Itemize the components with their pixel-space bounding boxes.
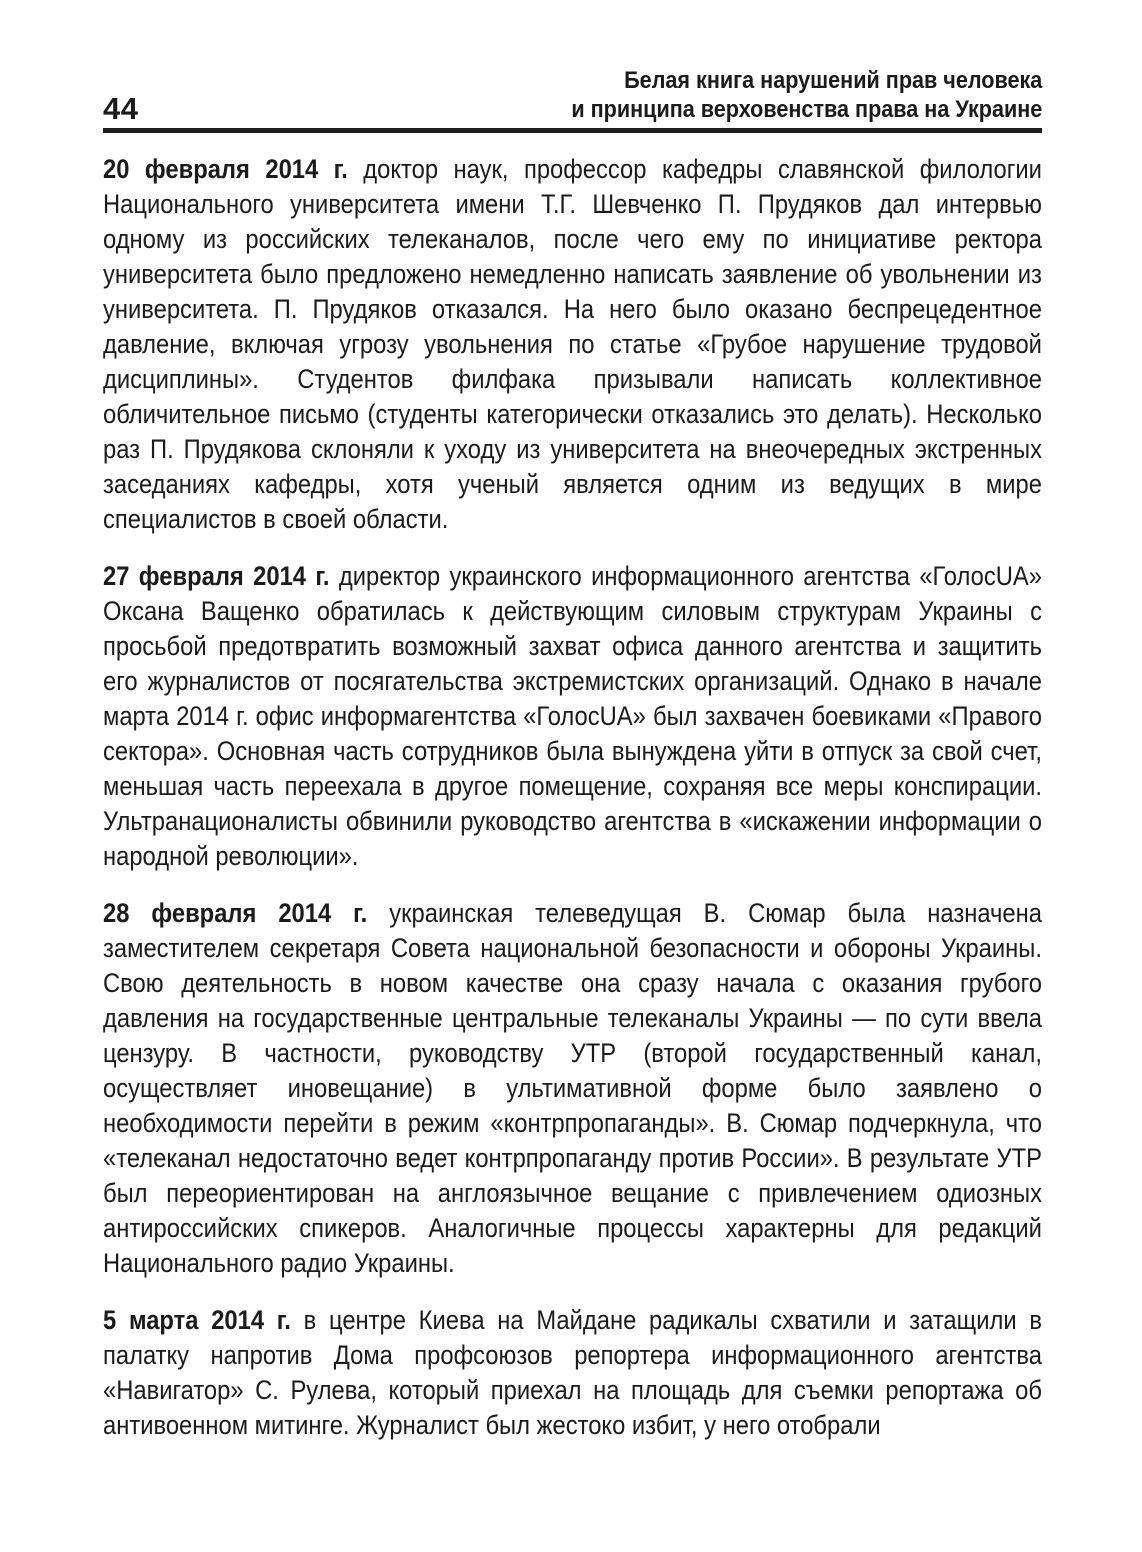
entry-date-label: 20 февраля 2014 г. <box>103 154 348 184</box>
entry-date-label: 27 февраля 2014 г. <box>103 561 330 591</box>
page-body <box>103 152 1042 1443</box>
paragraph-entry <box>103 1303 1042 1443</box>
page-header <box>103 66 1042 124</box>
entry-text: директор украинского информационного агентства «ГолосUA» Оксана Ващенко обратилась к действующим силовым структурам Украины с просьбой предотвратить возможный захват офиса данного агентства и защитить его журналистов от посягательства экстремистских организаций. Однако в начале марта 2014 г. офис информагентства «ГолосUA» был захвачен боевиками «Правого сектора». Основная часть сотрудников была вынуждена уйти в отпуск за свой счет, меньшая часть переехала в другое помещение, сохраняя все меры конспирации. Ультранационалисты обвинили руководство агентства в «искажении информации о народной революции». <box>103 561 1042 871</box>
page-number: 44 <box>103 91 139 126</box>
entry-date-label: 5 марта 2014 г. <box>103 1305 291 1335</box>
header-divider-rule <box>103 128 1042 133</box>
paragraph-entry <box>103 152 1042 537</box>
entry-text: в центре Киева на Майдане радикалы схватили и затащили в палатку напротив Дома профсоюзов репортера информационного агентства «Навигатор» С. Рулева, который приехал на площадь для съемки репортажа об антивоенном митинге. Журналист был жестоко избит, у него отобрали <box>103 1305 1042 1440</box>
running-title <box>571 66 1042 124</box>
running-title-line1: Белая книга нарушений прав человека <box>623 67 1042 94</box>
entry-text: украинская телеведущая В. Сюмар была назначена заместителем секретаря Совета национальной безопасности и обороны Украины. Свою деятельность в новом качестве она сразу начала с оказания грубого давления на государственные центральные телеканалы Украины — по сути ввела цензуру. В частности, руководству УТР (второй государственный канал, осуществляет иновещание) в ультимативной форме было заявлено о необходимости перейти в режим «контрпропаганды». В. Сюмар подчеркнула, что «телеканал недостаточно ведет контрпропаганду против России». В результате УТР был переориентирован на англоязычное вещание с привлечением одиозных антироссийских спикеров. Аналогичные процессы характерны для редакций Национального радио Украины. <box>103 898 1042 1278</box>
paragraph-entry <box>103 896 1042 1281</box>
entry-text: доктор наук, профессор кафедры славянской филологии Национального университета имени Т.Г. Шевченко П. Прудяков дал интервью одному из российских телеканалов, после чего ему по инициативе ректора университета было предложено немедленно написать заявление об увольнении из университета. П. Прудяков отказался. На него было оказано беспрецедентное давление, включая угрозу увольнения по статье «Грубое нарушение трудовой дисциплины». Студентов филфака призывали написать коллективное обличительное письмо (студенты категорически отказались это делать). Несколько раз П. Прудякова склоняли к уходу из университета на внеочередных экстренных заседаниях кафедры, хотя ученый является одним из ведущих в мире специалистов в своей области. <box>103 154 1042 534</box>
paragraph-entry <box>103 559 1042 874</box>
running-title-line2: и принципа верховенства права на Украине <box>571 96 1042 123</box>
entry-date-label: 28 февраля 2014 г. <box>103 898 368 928</box>
